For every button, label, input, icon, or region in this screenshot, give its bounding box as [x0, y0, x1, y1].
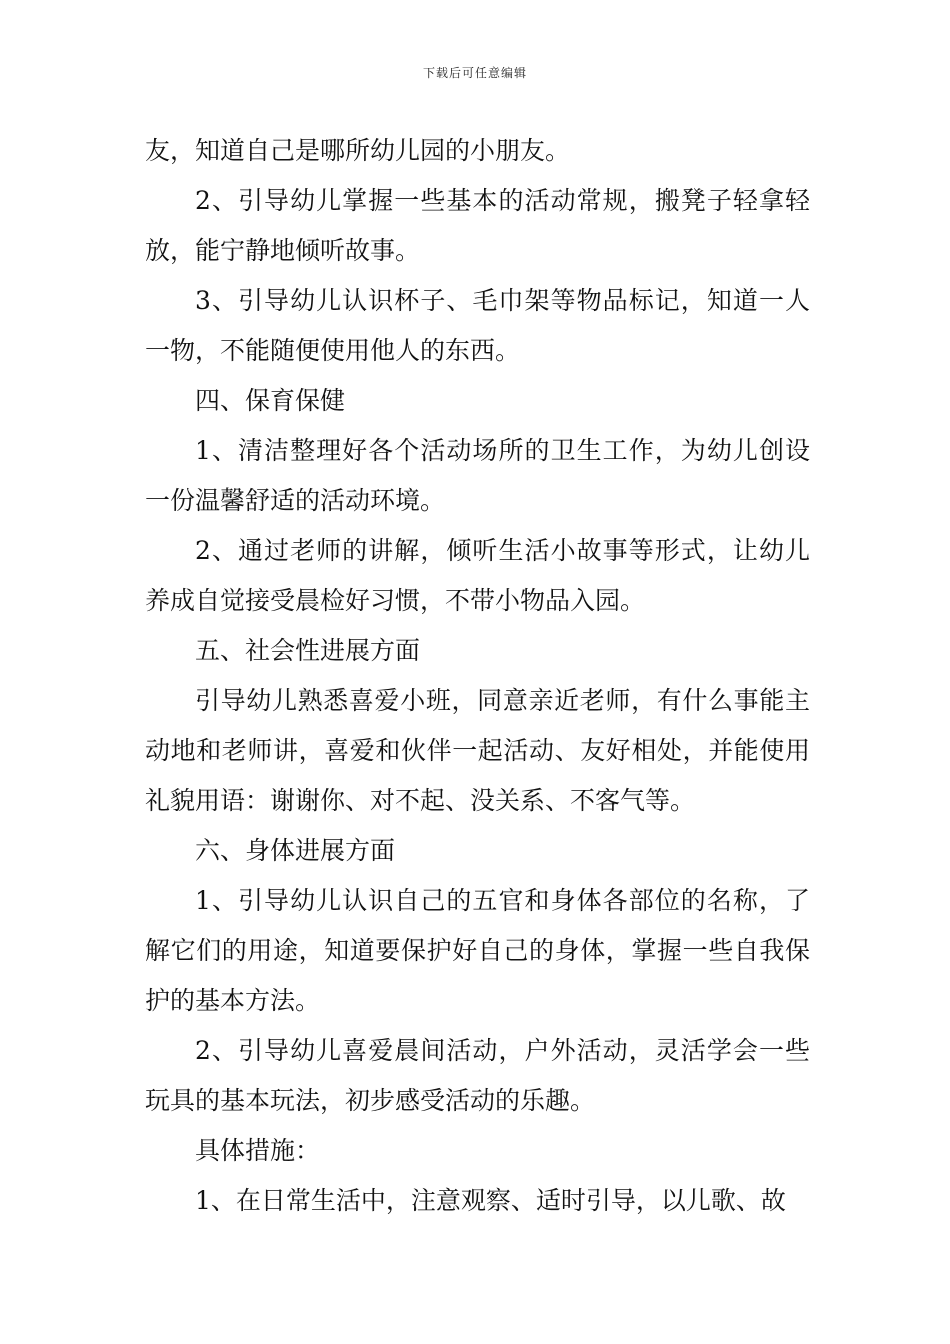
section-heading: 六、身体进展方面 [195, 836, 396, 865]
paragraph: 友，知道自己是哪所幼儿园的小朋友。 [145, 136, 571, 165]
paragraph: 1、清洁整理好各个活动场所的卫生工作，为幼儿创设一份温馨舒适的活动环境。 [145, 436, 810, 515]
page-header: 下载后可任意编辑 [422, 66, 527, 80]
section-heading: 具体措施： [195, 1136, 321, 1165]
paragraph: 2、通过老师的讲解，倾听生活小故事等形式，让幼儿养成自觉接受晨检好习惯，不带小物品入园。 [145, 536, 810, 615]
section-heading: 五、社会性进展方面 [195, 636, 421, 665]
paragraph: 3、引导幼儿认识杯子、毛巾架等物品标记，知道一人一物，不能随便使用他人的东西。 [145, 286, 810, 365]
paragraph: 2、引导幼儿喜爱晨间活动，户外活动，灵活学会一些玩具的基本玩法，初步感受活动的乐趣。 [145, 1036, 810, 1115]
paragraph: 2、引导幼儿掌握一些基本的活动常规，搬凳子轻拿轻放，能宁静地倾听故事。 [145, 186, 810, 265]
paragraph: 引导幼儿熟悉喜爱小班，同意亲近老师，有什么事能主动地和老师讲，喜爱和伙伴一起活动、友好相处，并能使用礼貌用语：谢谢你、对不起、没关系、不客气等。 [145, 686, 810, 815]
paragraph: 1、在日常生活中，注意观察、适时引导，以儿歌、故 [195, 1186, 786, 1215]
paragraph: 1、引导幼儿认识自己的五官和身体各部位的名称，了解它们的用途，知道要保护好自己的身体，掌握一些自我保护的基本方法。 [145, 886, 810, 1015]
section-heading: 四、保育保健 [195, 386, 346, 415]
document-body [145, 126, 810, 1226]
